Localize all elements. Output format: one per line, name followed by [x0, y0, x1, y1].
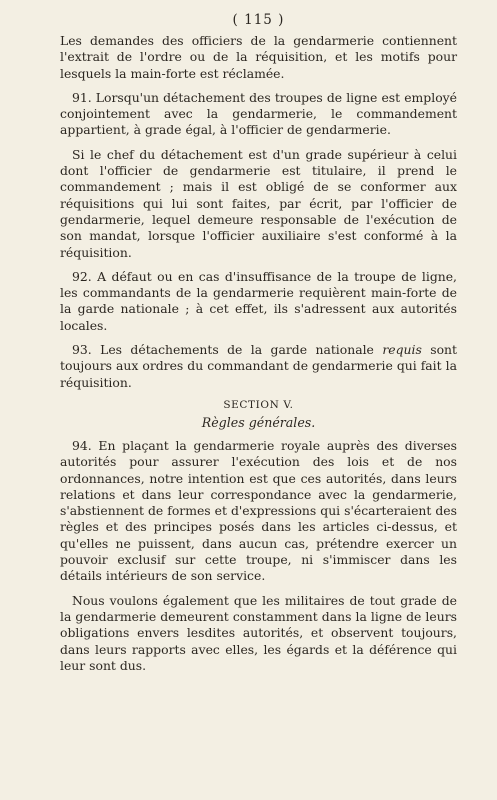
section-heading: SECTION V. [223, 398, 294, 411]
article-93-text-end: sont toujours aux ordres du commandant de gendarmerie qui fait la réquisition. [60, 342, 457, 390]
article-93-text-start: 93. Les détachements de la garde nationale [72, 342, 383, 358]
paragraph-article-91-continued: Si le chef du détachement est d'un grade supérieur à celui dont l'officier de gendarmerie est titulaire, il prend le commandement ; mais il est obligé de se conformer aux réquisitions qui lui sont faites, par écrit, par l'officier de gendarmerie, lequel demeure responsable de l'exécution de son mandat, lorsque l'officier auxiliaire s'est conformé à la réquisition. [60, 146, 457, 260]
section-subtitle: Règles générales. [201, 414, 316, 430]
article-93-italic-word: requis [382, 342, 422, 358]
paragraph-article-93 [60, 342, 457, 391]
paragraph-article-91: 91. Lorsqu'un détachement des troupes de ligne est employé conjointement avec la gendarmerie, le commandement appartient, à grade égal, à l'officier de gendarmerie. [60, 89, 457, 138]
paragraph-intro: Les demandes des officiers de la gendarmerie contiennent l'extrait de l'ordre ou de la réquisition, et les motifs pour lesquels la main-forte est réclamée. [60, 33, 457, 81]
paragraph-article-92: 92. A défaut ou en cas d'insuffisance de la troupe de ligne, les commandants de la gendarmerie requièrent main-forte de la garde nationale ; à cet effet, ils s'adressent aux autorités locales. [60, 268, 457, 333]
paragraph-closing: Nous voulons également que les militaires de tout grade de la gendarmerie demeurent constamment dans la ligne de leurs obligations envers lesdites autorités, et observent toujours, dans leurs rapports avec elles, les égards et la déférence qui leur sont dus. [60, 592, 457, 673]
paragraph-article-94: 94. En plaçant la gendarmerie royale auprès des diverses autorités pour assurer l'exécution des lois et de nos ordonnances, notre intention est que ces autorités, dans leurs relations et dans leur correspondance avec la gendarmerie, s'abstiennent de formes et d'expressions qui s'écarteraient des règles et des principes posés dans les articles ci-dessus, et qu'elles ne puissent, dans aucun cas, prétendre exercer un pouvoir exclusif sur cette troupe, ni s'immiscer dans les détails intérieurs de son service. [60, 437, 457, 584]
page-number: ( 115 ) [232, 12, 285, 28]
